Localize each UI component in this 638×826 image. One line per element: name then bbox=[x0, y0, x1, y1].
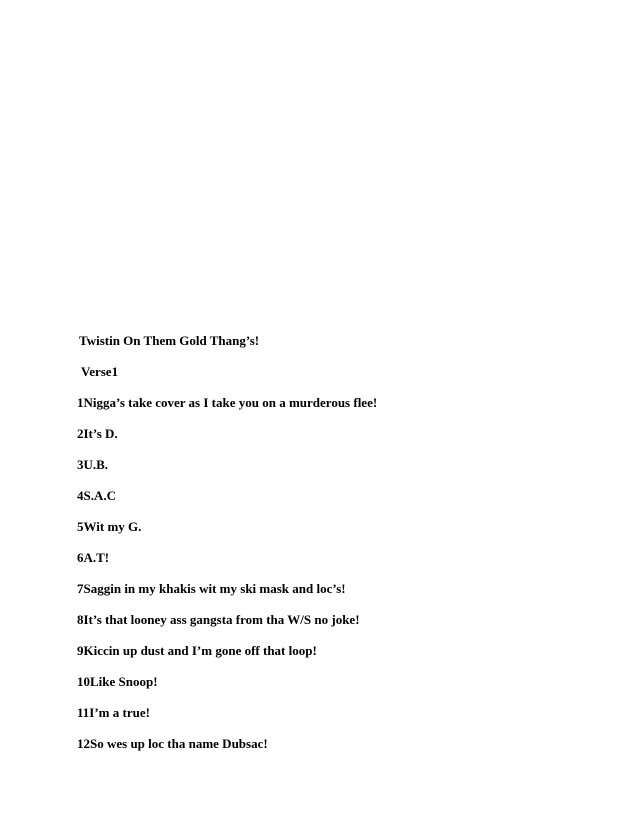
lyric-line: 12So wes up loc tha name Dubsac! bbox=[77, 736, 268, 751]
lyric-line: 1Nigga’s take cover as I take you on a murderous flee! bbox=[77, 395, 378, 410]
lyric-line: 6A.T! bbox=[77, 550, 110, 565]
lyric-line: 10Like Snoop! bbox=[77, 674, 158, 689]
lyric-line: 11I’m a true! bbox=[77, 705, 150, 720]
lyric-line: 3U.B. bbox=[77, 457, 109, 472]
lyric-line: 7Saggin in my khakis wit my ski mask and loc’s! bbox=[77, 581, 346, 596]
lyric-line: 5Wit my G. bbox=[77, 519, 142, 534]
lyric-line: 8It’s that looney ass gangsta from tha W/S no joke! bbox=[77, 612, 360, 627]
section-heading: Verse1 bbox=[81, 364, 119, 379]
lyric-line: 9Kiccin up dust and I’m gone off that loop! bbox=[77, 643, 317, 658]
lyric-line: 2It’s D. bbox=[77, 426, 118, 441]
song-title: Twistin On Them Gold Thang’s! bbox=[79, 333, 260, 348]
lyric-line: 4S.A.C bbox=[77, 488, 117, 503]
